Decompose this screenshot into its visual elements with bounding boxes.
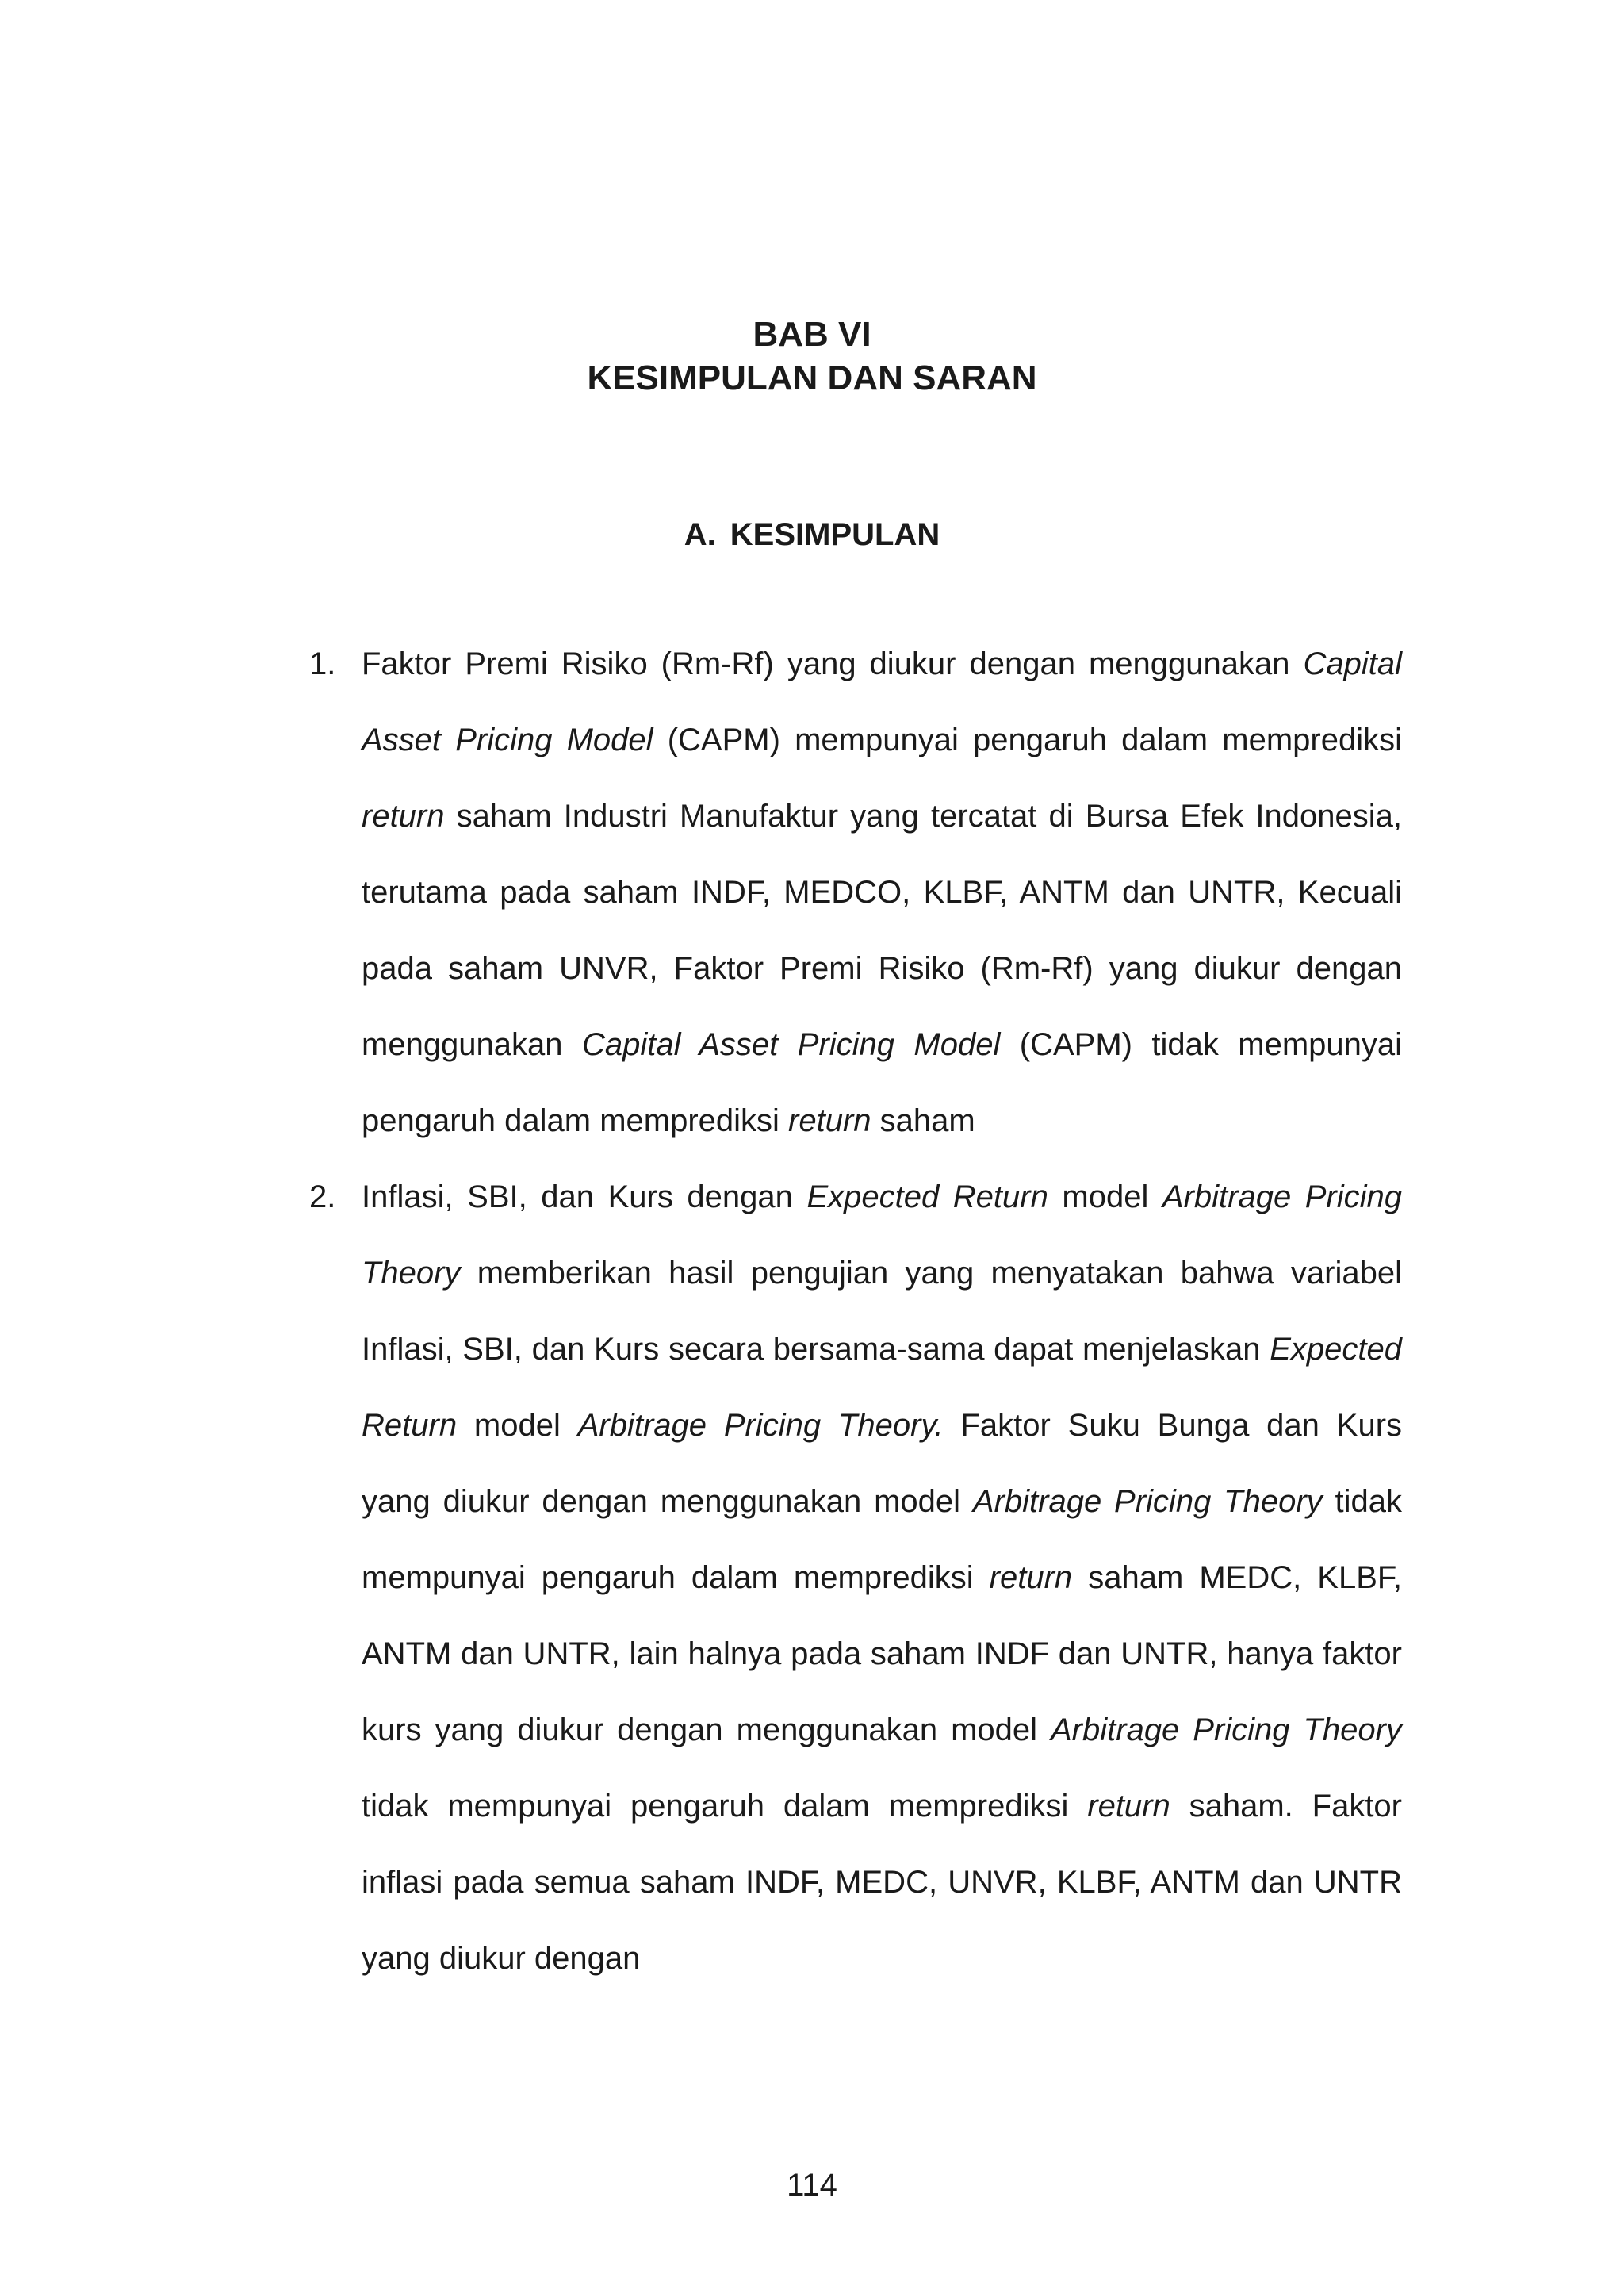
conclusion-item-2 (309, 1159, 1403, 1996)
italic-term: return (788, 1103, 871, 1138)
italic-term: Expected Return (362, 1332, 1402, 1443)
text-run: Inflasi, SBI, dan Kurs dengan (362, 1179, 807, 1214)
text-run: tidak mempunyai pengaruh dalam memprediksi (362, 1789, 1088, 1824)
item-number: 2. (309, 1179, 336, 1214)
conclusion-item-1 (309, 626, 1403, 1159)
text-run: saham. Faktor inflasi pada semua saham INDF, MEDC, UNVR, KLBF, ANTM dan UNTR yang diukur dengan (362, 1789, 1402, 1976)
chapter-title: KESIMPULAN DAN SARAN (587, 359, 1037, 397)
text-run: saham (871, 1103, 975, 1138)
text-run: (CAPM) mempunyai pengaruh dalam memprediksi (653, 723, 1402, 757)
text-run: saham Industri Manufaktur yang tercatat di Bursa Efek Indonesia, terutama pada saham INDF, MEDCO, KLBF, ANTM dan UNTR, Kecuali pada saham UNVR, Faktor Premi Risiko (Rm-Rf) yang diukur dengan menggunakan (362, 799, 1402, 1062)
text-run: Faktor Suku Bunga dan Kurs yang diukur dengan menggunakan model (362, 1408, 1403, 1519)
italic-term: Capital Asset Pricing Model (362, 646, 1402, 757)
text-run: model (1048, 1179, 1162, 1214)
italic-term: Arbitrage Pricing Theory. (577, 1408, 944, 1443)
item-number: 1. (309, 646, 336, 681)
text-run: model (457, 1408, 578, 1443)
conclusion-list (309, 626, 1403, 1996)
text-run: memberikan hasil pengujian yang menyatakan bahwa variabel Inflasi, SBI, dan Kurs secara bersama-sama dapat menjelaskan (362, 1256, 1402, 1367)
italic-term: return (1087, 1789, 1170, 1824)
italic-term: Capital Asset Pricing Model (581, 1027, 1001, 1062)
item-text (362, 646, 1402, 1138)
italic-term: Arbitrage Pricing Theory (1051, 1712, 1402, 1747)
italic-term: return (989, 1560, 1073, 1595)
italic-term: Expected Return (806, 1179, 1048, 1214)
section-letter: A. (684, 517, 716, 552)
chapter-number: BAB VI (753, 315, 871, 354)
page-number: 114 (787, 2168, 837, 2203)
item-text (362, 1179, 1402, 1976)
text-run: (CAPM) tidak mempunyai pengaruh dalam memprediksi (362, 1027, 1403, 1138)
text-run: saham MEDC, KLBF, ANTM dan UNTR, lain halnya pada saham INDF dan UNTR, hanya faktor kurs yang diukur dengan menggunakan model (362, 1560, 1402, 1747)
section-heading (0, 514, 1624, 555)
text-run: tidak mempunyai pengaruh dalam memprediksi (362, 1484, 1402, 1595)
italic-term: return (362, 799, 445, 834)
italic-term: Arbitrage Pricing Theory (972, 1484, 1323, 1519)
text-run: Faktor Premi Risiko (Rm-Rf) yang diukur dengan menggunakan (362, 646, 1304, 681)
section-title: KESIMPULAN (730, 517, 940, 552)
italic-term: Arbitrage Pricing Theory (362, 1179, 1403, 1291)
